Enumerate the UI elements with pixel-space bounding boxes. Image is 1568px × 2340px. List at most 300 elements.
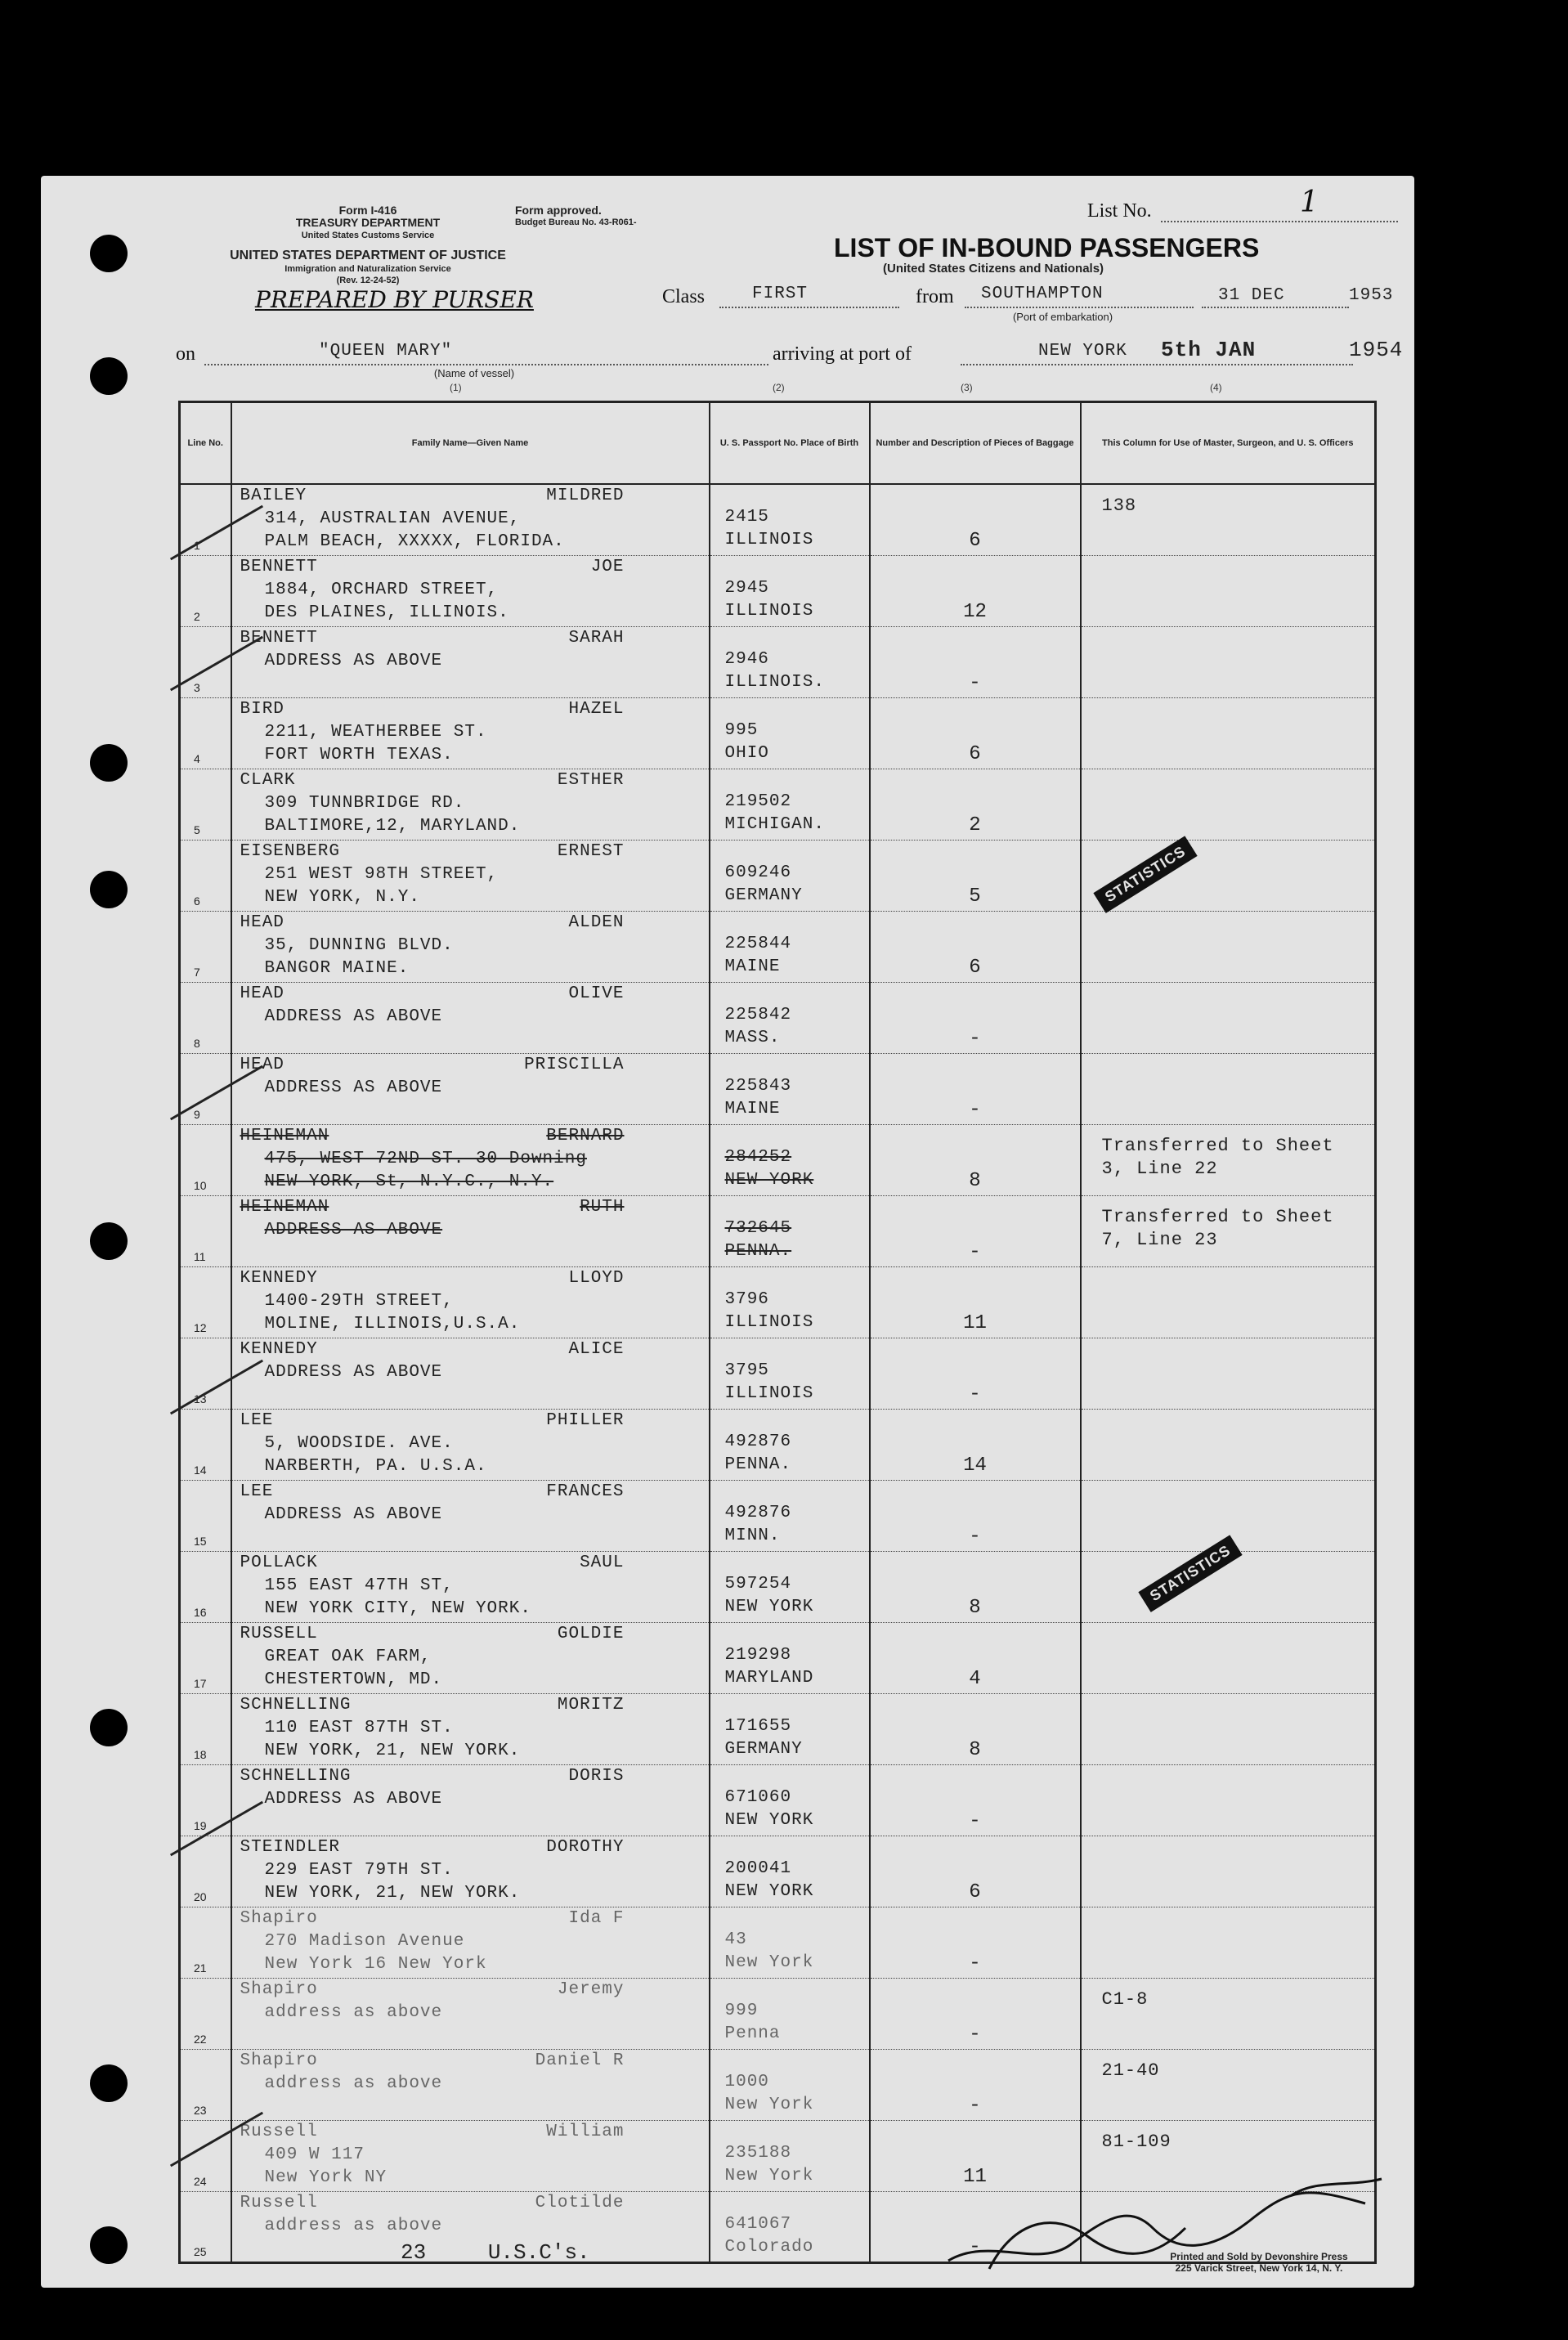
line-number: 20	[194, 1889, 207, 1903]
line-cell	[180, 555, 231, 626]
col-name: Family Name—Given Name	[231, 402, 710, 485]
table-row	[180, 911, 1376, 982]
officer-cell	[1081, 769, 1376, 840]
name-cell	[231, 1907, 710, 1978]
place-of-birth: ILLINOIS	[724, 1383, 814, 1403]
family-name: HEAD	[240, 1055, 284, 1074]
passport-number: 2946	[724, 649, 769, 669]
date-year: 1953	[1349, 286, 1394, 305]
col-baggage: Number and Description of Pieces of Baggage	[870, 402, 1081, 485]
officer-note: 138	[1101, 495, 1137, 516]
address-line-2: NARBERTH, PA. U.S.A.	[264, 1456, 487, 1476]
line-cell	[180, 769, 231, 840]
line-number: 24	[194, 2174, 207, 2188]
form-title: LIST OF IN-BOUND PASSENGERS	[834, 233, 1260, 262]
passport-cell	[710, 1053, 870, 1124]
passport-number: 219298	[724, 1645, 792, 1665]
line-cell	[180, 911, 231, 982]
place-of-birth: Penna	[724, 2024, 781, 2043]
col-line: Line No.	[180, 402, 231, 485]
baggage-cell	[870, 1409, 1081, 1480]
family-name: HEINEMAN	[240, 1197, 329, 1217]
place-of-birth: GERMANY	[724, 1739, 803, 1759]
name-cell	[231, 769, 710, 840]
passport-number: 597254	[724, 1574, 792, 1594]
address-line-1: 110 EAST 87TH ST.	[264, 1718, 454, 1737]
given-name: SARAH	[568, 628, 625, 648]
address-line-2: NEW YORK, 21, NEW YORK.	[264, 1741, 521, 1760]
given-name: DOROTHY	[546, 1837, 625, 1857]
date-day: 31 DEC	[1218, 286, 1285, 305]
baggage-cell	[870, 982, 1081, 1053]
officer-cell	[1081, 1978, 1376, 2049]
baggage-count: 14	[963, 1454, 987, 1477]
place-of-birth: Colorado	[724, 2237, 814, 2257]
address-line-1: 309 TUNNBRIDGE RD.	[264, 793, 465, 813]
address-line-1: 270 Madison Avenue	[264, 1931, 465, 1951]
baggage-count: 4	[969, 1667, 981, 1690]
from-line	[965, 307, 1194, 308]
baggage-cell	[870, 1338, 1081, 1409]
given-name: LLOYD	[568, 1268, 625, 1288]
table-row	[180, 840, 1376, 911]
family-name: HEINEMAN	[240, 1126, 329, 1145]
line-cell	[180, 1907, 231, 1978]
count-number: 23	[401, 2240, 427, 2265]
family-name: BENNETT	[240, 628, 318, 648]
line-number: 4	[194, 751, 200, 765]
passenger-table	[178, 401, 1377, 2264]
line-number: 13	[194, 1392, 207, 1405]
class-label: Class	[662, 286, 706, 307]
officer-note: C1-8	[1101, 1988, 1149, 2010]
line-number: 12	[194, 1320, 207, 1334]
table-row	[180, 1622, 1376, 1693]
name-cell	[231, 1480, 710, 1551]
form-sheet	[41, 176, 1414, 2288]
place-of-birth: New York	[724, 1952, 814, 1972]
officer-cell	[1081, 2049, 1376, 2120]
arriving-label: arriving at port of	[773, 343, 912, 365]
officer-cell	[1081, 1124, 1376, 1195]
name-cell	[231, 840, 710, 911]
passport-number: 999	[724, 2001, 759, 2020]
name-cell	[231, 1693, 710, 1764]
line-cell	[180, 697, 231, 769]
passport-number: 671060	[724, 1787, 792, 1807]
table-row	[180, 1978, 1376, 2049]
family-name: KENNEDY	[240, 1339, 318, 1359]
passport-number: 1000	[724, 2072, 769, 2091]
address-line-1: ADDRESS AS ABOVE	[264, 1362, 443, 1382]
place-of-birth: NEW YORK	[724, 1881, 814, 1901]
passport-cell	[710, 1195, 870, 1266]
baggage-cell	[870, 626, 1081, 697]
vessel-caption: (Name of vessel)	[433, 367, 515, 379]
address-line-2: PALM BEACH, XXXXX, FLORIDA.	[264, 532, 565, 551]
class-line	[719, 307, 899, 308]
family-name: Shapiro	[240, 2051, 318, 2070]
address-line-1: 314, AUSTRALIAN AVENUE,	[264, 509, 521, 528]
passport-number: 3795	[724, 1361, 769, 1380]
given-name: ERNEST	[557, 841, 625, 861]
baggage-count: 6	[969, 742, 981, 765]
officer-cell	[1081, 555, 1376, 626]
family-name: Russell	[240, 2193, 318, 2212]
officer-cell	[1081, 697, 1376, 769]
given-name: FRANCES	[546, 1482, 625, 1501]
address-line-1: ADDRESS AS ABOVE	[264, 651, 443, 670]
officer-cell	[1081, 1622, 1376, 1693]
baggage-count: 2	[969, 814, 981, 836]
given-name: PHILLER	[546, 1410, 625, 1430]
passport-number: 995	[724, 720, 759, 740]
binder-hole	[90, 871, 128, 908]
address-line-1: ADDRESS AS ABOVE	[264, 1220, 443, 1239]
name-cell	[231, 697, 710, 769]
baggage-cell	[870, 1124, 1081, 1195]
passport-number: 284252	[724, 1147, 792, 1167]
address-line-2: BANGOR MAINE.	[264, 958, 410, 978]
table-row	[180, 484, 1376, 555]
passport-cell	[710, 1907, 870, 1978]
binder-hole	[90, 357, 128, 395]
passport-number: 2945	[724, 578, 769, 598]
family-name: Russell	[240, 2122, 318, 2141]
name-cell	[231, 2049, 710, 2120]
baggage-cell	[870, 1480, 1081, 1551]
place-of-birth: NEW YORK	[724, 1810, 814, 1830]
family-name: KENNEDY	[240, 1268, 318, 1288]
line-cell	[180, 1124, 231, 1195]
name-cell	[231, 1124, 710, 1195]
baggage-count: 8	[969, 1169, 981, 1192]
baggage-cell	[870, 911, 1081, 982]
address-line-2: NEW YORK, 21, NEW YORK.	[264, 1883, 521, 1903]
name-cell	[231, 484, 710, 555]
address-line-2: New York NY	[264, 2167, 388, 2187]
vessel-line	[204, 364, 768, 365]
given-name: PRISCILLA	[524, 1055, 625, 1074]
address-line-2: MOLINE, ILLINOIS,U.S.A.	[264, 1314, 521, 1334]
passport-cell	[710, 911, 870, 982]
family-name: BAILEY	[240, 486, 307, 505]
name-cell	[231, 1338, 710, 1409]
port-caption: (Port of embarkation)	[1012, 311, 1113, 323]
budget-bureau: Budget Bureau No. 43-R061-	[515, 217, 637, 227]
place-of-birth: MAINE	[724, 1099, 781, 1118]
colnum-2: (2)	[773, 382, 785, 393]
table-row	[180, 1907, 1376, 1978]
class-value: FIRST	[752, 285, 809, 303]
address-line-2: BALTIMORE,12, MARYLAND.	[264, 816, 521, 836]
baggage-count: 6	[969, 1881, 981, 1903]
date-line	[1202, 307, 1349, 308]
passport-cell	[710, 2049, 870, 2120]
family-name: RUSSELL	[240, 1624, 318, 1643]
place-of-birth: PENNA.	[724, 1455, 792, 1474]
passport-cell	[710, 840, 870, 911]
baggage-cell	[870, 1195, 1081, 1266]
treasury-dept: TREASURY DEPARTMENT	[295, 216, 441, 229]
officer-cell	[1081, 1195, 1376, 1266]
place-of-birth: NEW YORK	[724, 1597, 814, 1616]
officer-cell	[1081, 1266, 1376, 1338]
line-cell	[180, 1266, 231, 1338]
officer-note: 81-109	[1101, 2131, 1172, 2152]
passport-cell	[710, 1836, 870, 1907]
name-cell	[231, 1053, 710, 1124]
address-line-1: 1884, ORCHARD STREET,	[264, 580, 499, 599]
baggage-count: 8	[969, 1596, 981, 1619]
line-number: 22	[194, 2032, 207, 2046]
given-name: GOLDIE	[557, 1624, 625, 1643]
table-row	[180, 1124, 1376, 1195]
passport-number: 609246	[724, 863, 792, 882]
line-number: 23	[194, 2103, 207, 2117]
colnum-4: (4)	[1210, 382, 1222, 393]
signature	[940, 2171, 1414, 2277]
given-name: HAZEL	[568, 699, 625, 719]
place-of-birth: New York	[724, 2166, 814, 2185]
given-name: Clotilde	[535, 2193, 625, 2212]
list-number-line	[1161, 221, 1398, 222]
baggage-cell	[870, 840, 1081, 911]
baggage-count: -	[969, 1098, 981, 1121]
officer-cell	[1081, 982, 1376, 1053]
line-cell	[180, 840, 231, 911]
baggage-count: 12	[963, 600, 987, 623]
address-line-1: 409 W 117	[264, 2145, 365, 2164]
table-row	[180, 982, 1376, 1053]
line-cell	[180, 1480, 231, 1551]
officer-note: 21-40	[1101, 2060, 1160, 2081]
col-officers: This Column for Use of Master, Surgeon, and U. S. Officers	[1081, 402, 1376, 485]
binder-hole	[90, 235, 128, 272]
line-number: 9	[194, 1107, 200, 1121]
passport-cell	[710, 1551, 870, 1622]
baggage-count: -	[969, 1027, 981, 1050]
line-number: 18	[194, 1747, 207, 1761]
address-line-1: 155 EAST 47TH ST,	[264, 1576, 454, 1595]
list-number: 1	[1300, 186, 1319, 219]
line-cell	[180, 1551, 231, 1622]
given-name: ALDEN	[568, 912, 625, 932]
family-name: STEINDLER	[240, 1837, 340, 1857]
baggage-count: -	[969, 1240, 981, 1263]
address-line-1: ADDRESS AS ABOVE	[264, 1504, 443, 1524]
baggage-cell	[870, 1693, 1081, 1764]
passport-number: 43	[724, 1930, 747, 1949]
line-cell	[180, 626, 231, 697]
officer-cell	[1081, 1907, 1376, 1978]
place-of-birth: MICHIGAN.	[724, 814, 825, 834]
family-name: Shapiro	[240, 1908, 318, 1928]
name-cell	[231, 982, 710, 1053]
given-name: SAUL	[580, 1553, 625, 1572]
given-name: Daniel R	[535, 2051, 625, 2070]
line-number: 1	[194, 538, 200, 552]
line-number: 3	[194, 680, 200, 694]
name-cell	[231, 626, 710, 697]
passport-number: 200041	[724, 1858, 792, 1878]
table-row	[180, 555, 1376, 626]
prepared-by-purser: PREPARED BY PURSER	[255, 286, 534, 313]
line-number: 16	[194, 1605, 207, 1619]
officer-cell	[1081, 1338, 1376, 1409]
officer-cell	[1081, 484, 1376, 555]
family-name: BENNETT	[240, 557, 318, 576]
passport-cell	[710, 1338, 870, 1409]
ins-service: Immigration and Naturalization Service	[284, 264, 451, 274]
address-line-2: FORT WORTH TEXAS.	[264, 745, 454, 764]
form-subtitle: (United States Citizens and Nationals)	[883, 262, 1104, 276]
address-line-1: ADDRESS AS ABOVE	[264, 1078, 443, 1097]
address-line-2: DES PLAINES, ILLINOIS.	[264, 603, 509, 622]
address-line-1: address as above	[264, 2002, 443, 2022]
family-name: HEAD	[240, 984, 284, 1003]
line-number: 8	[194, 1036, 200, 1050]
passport-cell	[710, 697, 870, 769]
family-name: Shapiro	[240, 1979, 318, 1999]
baggage-cell	[870, 1764, 1081, 1836]
baggage-count: -	[969, 1383, 981, 1405]
table-row	[180, 1836, 1376, 1907]
passport-number: 3796	[724, 1289, 769, 1309]
family-name: POLLACK	[240, 1553, 318, 1572]
given-name: Jeremy	[557, 1979, 625, 1999]
statistics-stamp: STATISTICS	[1093, 836, 1198, 913]
officer-cell	[1081, 911, 1376, 982]
binder-hole	[90, 1709, 128, 1746]
passport-cell	[710, 2191, 870, 2262]
passport-number: 492876	[724, 1432, 792, 1451]
officer-cell	[1081, 1409, 1376, 1480]
address-line-1: 251 WEST 98TH STREET,	[264, 864, 499, 884]
binder-hole	[90, 2064, 128, 2102]
list-number-label: List No.	[1087, 200, 1152, 222]
place-of-birth: MASS.	[724, 1028, 781, 1047]
baggage-cell	[870, 769, 1081, 840]
table-row	[180, 626, 1376, 697]
line-cell	[180, 1409, 231, 1480]
given-name: JOE	[590, 557, 625, 576]
passport-cell	[710, 2120, 870, 2191]
baggage-count: -	[969, 1809, 981, 1832]
line-cell	[180, 1195, 231, 1266]
baggage-cell	[870, 1907, 1081, 1978]
given-name: OLIVE	[568, 984, 625, 1003]
name-cell	[231, 1836, 710, 1907]
family-name: SCHNELLING	[240, 1766, 352, 1786]
table-row	[180, 1480, 1376, 1551]
binder-hole	[90, 1222, 128, 1260]
binder-hole	[90, 2226, 128, 2264]
baggage-count: -	[969, 1525, 981, 1548]
printer-name: Printed and Sold by Devonshire Press	[1170, 2251, 1348, 2262]
family-name: SCHNELLING	[240, 1695, 352, 1715]
vessel-name: "QUEEN MARY"	[319, 342, 453, 361]
place-of-birth: New York	[724, 2095, 814, 2114]
passport-cell	[710, 1622, 870, 1693]
line-cell	[180, 982, 231, 1053]
family-name: EISENBERG	[240, 841, 340, 861]
address-line-2: New York 16 New York	[264, 1954, 487, 1974]
baggage-count: 6	[969, 956, 981, 979]
line-number: 25	[194, 2244, 207, 2258]
family-name: CLARK	[240, 770, 296, 790]
passport-number: 492876	[724, 1503, 792, 1522]
passport-cell	[710, 1978, 870, 2049]
passport-cell	[710, 769, 870, 840]
place-of-birth: GERMANY	[724, 885, 803, 905]
family-name: LEE	[240, 1482, 274, 1501]
officer-cell	[1081, 1836, 1376, 1907]
given-name: William	[546, 2122, 625, 2141]
address-line-1: 229 EAST 79TH ST.	[264, 1860, 454, 1880]
baggage-count: 5	[969, 885, 981, 908]
passport-cell	[710, 1124, 870, 1195]
given-name: ALICE	[568, 1339, 625, 1359]
table-row	[180, 1693, 1376, 1764]
place-of-birth: NEW YORK	[724, 1170, 814, 1190]
baggage-count: -	[969, 1952, 981, 1975]
baggage-cell	[870, 555, 1081, 626]
line-number: 11	[194, 1249, 206, 1263]
name-cell	[231, 911, 710, 982]
customs-service: United States Customs Service	[301, 231, 435, 240]
baggage-cell	[870, 1978, 1081, 2049]
officer-cell	[1081, 1693, 1376, 1764]
name-cell	[231, 1195, 710, 1266]
passport-number: 171655	[724, 1716, 792, 1736]
given-name: BERNARD	[546, 1126, 625, 1145]
address-line-2: NEW YORK, N.Y.	[264, 887, 420, 907]
from-label: from	[916, 286, 954, 307]
passport-cell	[710, 1693, 870, 1764]
table-row	[180, 1195, 1376, 1266]
given-name: DORIS	[568, 1766, 625, 1786]
place-of-birth: PENNA.	[724, 1241, 792, 1261]
line-cell	[180, 2191, 231, 2262]
passport-cell	[710, 1764, 870, 1836]
passport-number: 732645	[724, 1218, 792, 1238]
line-cell	[180, 484, 231, 555]
colnum-3: (3)	[961, 382, 973, 393]
name-cell	[231, 1266, 710, 1338]
arrival-year: 1954	[1349, 338, 1404, 362]
line-cell	[180, 1693, 231, 1764]
place-of-birth: ILLINOIS.	[724, 672, 825, 692]
line-cell	[180, 1338, 231, 1409]
line-number: 17	[194, 1676, 207, 1690]
baggage-cell	[870, 1622, 1081, 1693]
arrival-port: NEW YORK	[1038, 342, 1127, 361]
address-line-1: 475, WEST 72ND ST. 30 Downing	[264, 1149, 587, 1168]
passport-cell	[710, 1480, 870, 1551]
justice-dept: UNITED STATES DEPARTMENT OF JUSTICE	[230, 249, 506, 262]
address-line-2: NEW YORK CITY, NEW YORK.	[264, 1598, 531, 1618]
line-number: 14	[194, 1463, 207, 1477]
officer-cell	[1081, 626, 1376, 697]
line-number: 7	[194, 965, 200, 979]
printer-address: 225 Varick Street, New York 14, N. Y.	[1175, 2262, 1343, 2274]
family-name: BIRD	[240, 699, 284, 719]
place-of-birth: ILLINOIS	[724, 531, 814, 549]
family-name: HEAD	[240, 912, 284, 932]
address-line-2: CHESTERTOWN, MD.	[264, 1670, 443, 1689]
baggage-count: 8	[969, 1738, 981, 1761]
